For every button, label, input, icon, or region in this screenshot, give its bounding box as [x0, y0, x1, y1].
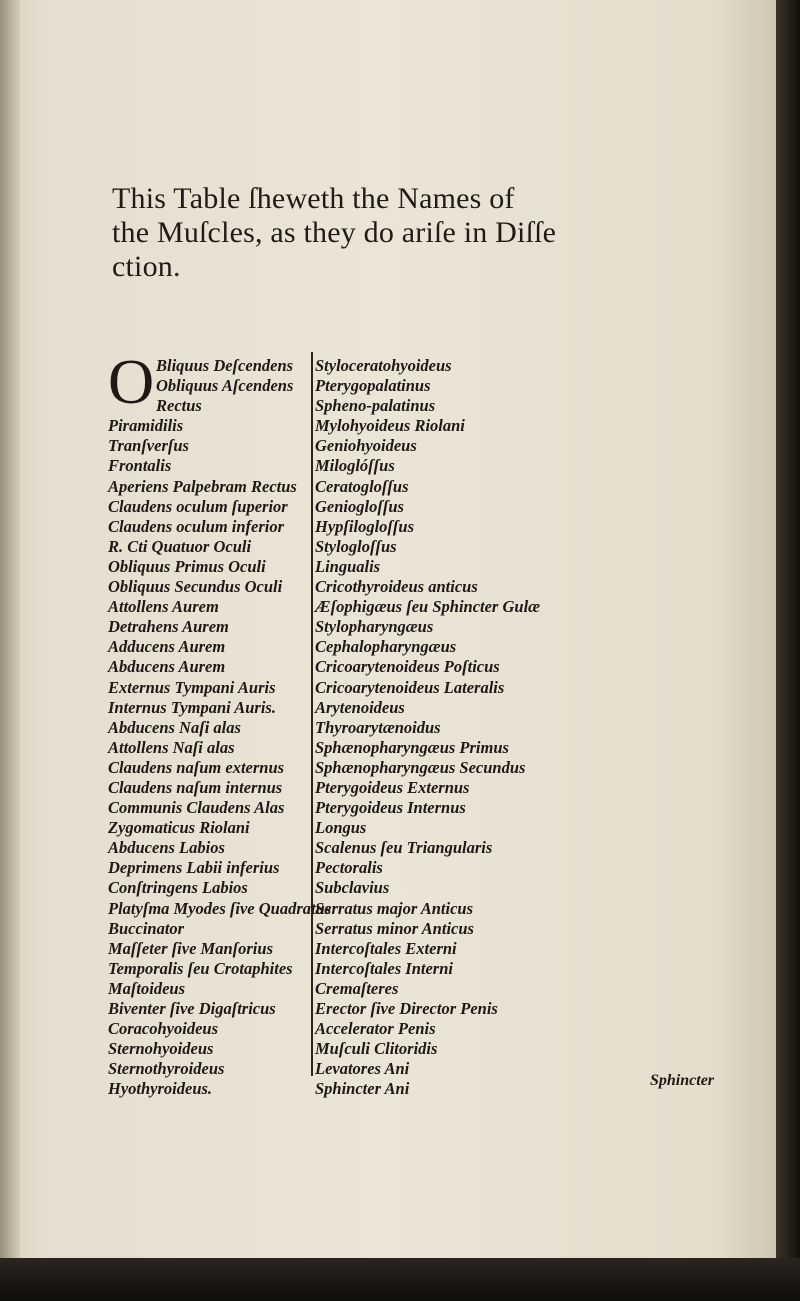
muscle-name-entry: Maſtoideus	[108, 978, 186, 998]
muscle-name-entry: Abducens Aurem	[108, 657, 226, 677]
muscle-name-entry: Cricoarytenoideus Lateralis	[315, 677, 505, 697]
muscle-name-entry: Sternothyroideus	[108, 1059, 225, 1079]
muscle-name-entry: Mylohyoideus Riolani	[315, 416, 465, 436]
muscle-name-entry: Serratus minor Anticus	[315, 918, 474, 938]
muscle-name-entry: Hyothyroideus.	[108, 1079, 213, 1099]
muscle-name-entry: Conſtringens Labios	[108, 878, 248, 898]
muscle-name-entry: Pterygoideus Externus	[315, 777, 470, 797]
muscle-name-entry: Detrahens Aurem	[108, 617, 229, 637]
muscle-name-entry: Cephalopharyngæus	[315, 637, 457, 657]
muscle-name-entry: Intercoſtales Interni	[315, 958, 453, 978]
muscle-name-entry: Lingualis	[315, 556, 381, 576]
book-edge-right	[776, 0, 800, 1301]
muscle-name-entry: Abducens Naſi alas	[108, 717, 241, 737]
muscle-name-entry: Tranſverſus	[108, 436, 189, 456]
muscle-name-entry: Temporalis ſeu Crotaphites	[108, 958, 293, 978]
muscle-name-entry: Ceratogloſſus	[315, 476, 409, 496]
muscle-name-entry: Buccinator	[108, 918, 185, 938]
muscle-name-entry: Zygomaticus Riolani	[108, 818, 250, 838]
muscle-name-entry: Rectus	[156, 396, 202, 416]
muscle-name-entry: Aperiens Palpebram Rectus	[108, 476, 297, 496]
muscle-name-entry: Stylogloſſus	[315, 536, 397, 556]
muscle-name-entry: Æſophigæus ſeu Sphincter Gulæ	[315, 597, 541, 617]
muscle-name-entry: Intercoſtales Externi	[315, 938, 457, 958]
muscle-name-entry: Accelerator Penis	[315, 1019, 436, 1039]
muscle-name-entry: Biventer ſive Digaſtricus	[108, 999, 276, 1018]
muscle-name-entry: Hypſilogloſſus	[315, 516, 414, 536]
heading-line-2: the Muſcles, as they do ariſe in Diſſe	[112, 216, 557, 249]
muscle-name-entry: Geniogloſſus	[315, 496, 404, 516]
muscle-name-entry: Cricothyroideus anticus	[315, 577, 478, 597]
muscle-name-entry: Communis Claudens Alas	[108, 798, 285, 818]
muscle-name-entry: Claudens oculum ſuperior	[108, 496, 288, 516]
muscle-name-entry: Bliquus Deſcendens	[156, 356, 294, 375]
muscle-name-entry: Coracohyoideus	[108, 1019, 219, 1039]
table-heading	[112, 182, 672, 284]
muscle-name-entry: Thyroarytænoidus	[315, 717, 441, 737]
muscle-name-entry: Levatores Ani	[315, 1059, 410, 1079]
muscle-name-entry: Attollens Naſi alas	[108, 737, 235, 757]
muscle-name-entry: Abducens Labios	[108, 838, 225, 858]
muscle-name-entry: Internus Tympani Auris.	[108, 697, 276, 717]
right-muscle-column	[315, 356, 735, 1099]
muscle-name-entry: Miloglóſſus	[315, 456, 395, 476]
muscle-name-entry: Attollens Aurem	[108, 597, 219, 617]
muscle-name-entry: Claudens naſum externus	[108, 757, 285, 777]
muscle-name-entry: Sphincter Ani	[315, 1079, 410, 1099]
muscle-name-entry: Externus Tympani Auris	[108, 677, 276, 697]
muscle-name-entry: Sphænopharyngæus Primus	[315, 737, 509, 757]
muscle-name-entry: Cricoarytenoideus Poſticus	[315, 657, 500, 677]
muscle-name-entry: Geniohyoideus	[315, 436, 417, 456]
muscle-name-entry: Maſſeter ſive Manſorius	[108, 938, 273, 958]
muscle-name-entry: Serratus major Anticus	[315, 898, 474, 918]
muscle-name-entry: Stylopharyngæus	[315, 617, 434, 637]
muscle-name-entry: Sternohyoideus	[108, 1039, 214, 1059]
muscle-name-entry: Claudens naſum internus	[108, 777, 283, 797]
muscle-name-entry: Erector ſive Director Penis	[315, 999, 498, 1018]
drop-cap-initial: O	[108, 346, 155, 417]
muscle-name-entry: Pterygoideus Internus	[315, 798, 466, 818]
muscle-name-entry: Frontalis	[108, 456, 172, 476]
muscle-name-entry: Pectoralis	[315, 858, 383, 878]
muscle-name-entry: Adducens Aurem	[108, 637, 226, 657]
muscle-name-entry: Obliquus Primus Oculi	[108, 556, 266, 576]
muscle-name-entry: Pterygopalatinus	[315, 376, 431, 396]
muscle-name-entry: Subclavius	[315, 878, 390, 898]
muscle-name-entry: Longus	[315, 818, 367, 838]
muscle-name-entry: Obliquus Aſcendens	[156, 376, 294, 396]
muscle-name-entry: Claudens oculum inferior	[108, 516, 285, 536]
muscle-name-entry: Piramidilis	[108, 416, 184, 436]
muscle-name-entry: Scalenus ſeu Triangularis	[315, 838, 493, 858]
muscle-name-entry: Sphænopharyngæus Secundus	[315, 757, 526, 777]
heading-line-3: ction.	[112, 250, 181, 283]
muscle-name-entry: Spheno-palatinus	[315, 396, 436, 416]
muscle-name-entry: Platyſma Myodes ſive Quadratus	[108, 898, 332, 918]
muscle-name-entry: Styloceratohyoideus	[315, 356, 452, 375]
muscle-name-entry: Arytenoideus	[315, 697, 405, 717]
page-gutter-shadow	[0, 0, 20, 1258]
muscle-name-entry: Muſculi Clitoridis	[315, 1039, 438, 1059]
muscle-name-entry: Obliquus Secundus Oculi	[108, 577, 283, 597]
muscle-name-entry: Cremaſteres	[315, 978, 399, 998]
heading-line-1: This Table ſheweth the Names of	[112, 182, 515, 215]
muscle-name-entry: R. Cti Quatuor Oculi	[108, 536, 252, 556]
muscle-name-entry: Deprimens Labii inferius	[108, 858, 280, 878]
left-muscle-column	[108, 346, 332, 1099]
book-edge-bottom	[0, 1258, 800, 1301]
catchword: Sphincter	[650, 1072, 715, 1089]
